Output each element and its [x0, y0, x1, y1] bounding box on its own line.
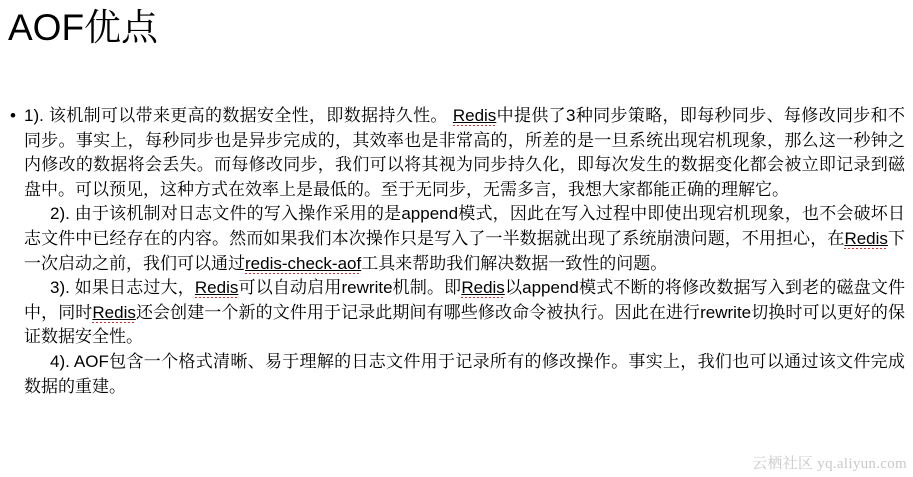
bullet-marker: •	[10, 106, 16, 125]
inline-text: 还会创建一个新的文件用于记录此期间有哪些修改命令被执行。因此在进行rewrite切换时可以更好的保证数据安全性。	[24, 302, 905, 347]
bullet-list	[8, 104, 905, 399]
paragraph-3	[24, 276, 905, 350]
inline-text: 2). 由于该机制对日志文件的写入操作采用的是append模式，因此在写入过程中即使出现宕机现象，也不会破坏日志文件中已经存在的内容。然而如果我们本次操作只是写入了一半数据就出现了系统崩溃问题，不用担心，在	[24, 204, 905, 248]
inline-text: 中提供了3种同步策略，即每秒同步、每修改同步和不同步。事实上，每秒同步也是异步完成的，其效率也是非常高的，所差的是一旦系统出现宕机现象，那么这一秒钟之内修改的数据将会丢失。而每修改同步，我们可以将其视为同步持久化，即每次发生的数据变化都会被立即记录到磁盘中。可以预见，这种方式在效率上是最低的。至于无同步，无需多言，我想大家都能正确的理解它。	[24, 106, 905, 199]
inline-text: 4). AOF包含一个格式清晰、易于理解的日志文件用于记录所有的修改操作。事实上，我们也可以通过该文件完成数据的重建。	[24, 351, 905, 396]
inline-text: 3). 如果日志过大，	[50, 278, 195, 298]
inline-term: Redis	[461, 278, 505, 298]
paragraph-4	[24, 350, 905, 399]
page-title: AOF优点	[8, 7, 159, 48]
inline-term: Redis	[92, 302, 136, 322]
inline-text: 工具来帮助我们解决数据一致性的问题。	[361, 253, 668, 273]
inline-term: redis-check-aof	[245, 253, 362, 273]
inline-text: 下一次启动之前，我们可以通过	[24, 228, 905, 273]
inline-text: 1). 该机制可以带来更高的数据安全性，即数据持久性。	[24, 106, 453, 125]
inline-term: Redis	[452, 106, 497, 125]
inline-term: Redis	[194, 278, 239, 298]
paragraph-stack	[24, 104, 905, 399]
paragraph-2	[24, 202, 905, 276]
inline-text: 以append模式不断的将修改数据写入到老的磁盘文件中，同时	[24, 278, 905, 322]
inline-text: 可以自动启用rewrite机制。即	[238, 278, 462, 298]
paragraph-1	[24, 104, 905, 202]
inline-term: Redis	[844, 228, 888, 248]
watermark: 云栖社区 yq.aliyun.com	[752, 456, 907, 472]
slide-body	[8, 104, 905, 399]
